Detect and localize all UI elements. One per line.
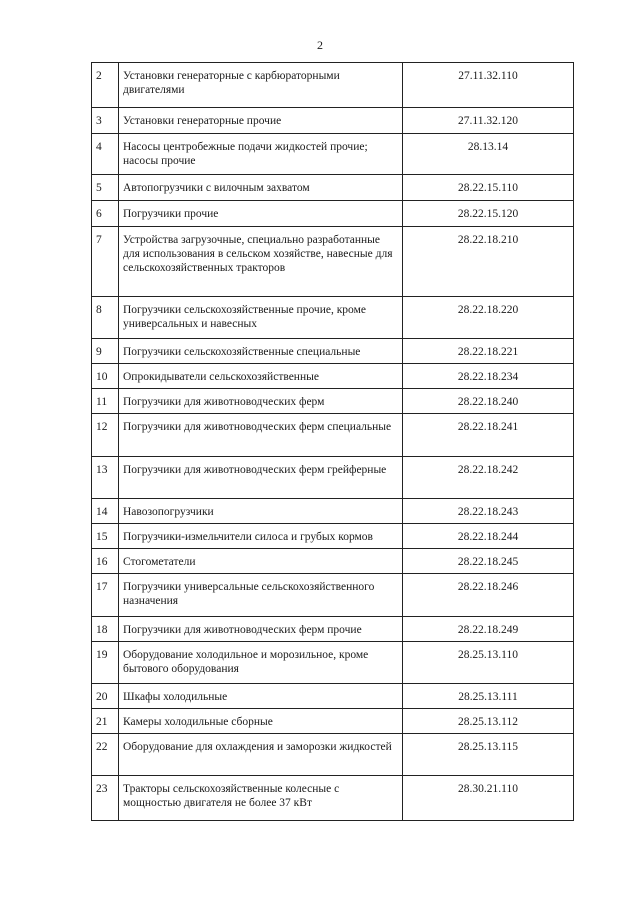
row-number: 10 — [92, 364, 119, 389]
table-row — [92, 499, 574, 524]
okpd-code: 28.22.18.241 — [403, 414, 574, 457]
row-number: 19 — [92, 642, 119, 684]
okpd-code: 28.22.18.234 — [403, 364, 574, 389]
table-row — [92, 389, 574, 414]
product-name: Автопогрузчики с вилочным захватом — [119, 175, 403, 201]
product-name: Шкафы холодильные — [119, 684, 403, 709]
table-row — [92, 339, 574, 364]
table-row — [92, 414, 574, 457]
okpd-code: 28.22.18.240 — [403, 389, 574, 414]
row-number: 21 — [92, 709, 119, 734]
product-name: Погрузчики для животноводческих ферм прочие — [119, 617, 403, 642]
row-number: 7 — [92, 227, 119, 297]
row-number: 16 — [92, 549, 119, 574]
table-row — [92, 201, 574, 227]
row-number: 13 — [92, 457, 119, 499]
okpd-code: 28.25.13.111 — [403, 684, 574, 709]
okpd-code: 28.25.13.112 — [403, 709, 574, 734]
okpd-code: 28.25.13.110 — [403, 642, 574, 684]
okpd-code: 28.22.18.242 — [403, 457, 574, 499]
row-number: 6 — [92, 201, 119, 227]
product-code-table — [91, 62, 574, 821]
row-number: 9 — [92, 339, 119, 364]
table-row — [92, 709, 574, 734]
product-name: Погрузчики сельскохозяйственные прочие, кроме универсальных и навесных — [119, 297, 403, 339]
table-row — [92, 364, 574, 389]
product-name: Погрузчики прочие — [119, 201, 403, 227]
product-name: Тракторы сельскохозяйственные колесные с мощностью двигателя не более 37 кВт — [119, 776, 403, 821]
product-name: Установки генераторные с карбюраторными двигателями — [119, 63, 403, 108]
product-name: Погрузчики универсальные сельскохозяйственного назначения — [119, 574, 403, 617]
table-row — [92, 524, 574, 549]
okpd-code: 28.22.18.249 — [403, 617, 574, 642]
product-name: Камеры холодильные сборные — [119, 709, 403, 734]
table-body — [92, 63, 574, 821]
product-name: Погрузчики для животноводческих ферм грейферные — [119, 457, 403, 499]
product-name: Оборудование для охлаждения и заморозки жидкостей — [119, 734, 403, 776]
table-row — [92, 549, 574, 574]
table-row — [92, 134, 574, 175]
table-row — [92, 684, 574, 709]
row-number: 2 — [92, 63, 119, 108]
table-row — [92, 457, 574, 499]
row-number: 14 — [92, 499, 119, 524]
row-number: 12 — [92, 414, 119, 457]
table-row — [92, 617, 574, 642]
okpd-code: 28.22.18.245 — [403, 549, 574, 574]
okpd-code: 28.22.18.243 — [403, 499, 574, 524]
table-row — [92, 642, 574, 684]
okpd-code: 28.30.21.110 — [403, 776, 574, 821]
table-row — [92, 297, 574, 339]
okpd-code: 28.25.13.115 — [403, 734, 574, 776]
okpd-code: 28.22.18.246 — [403, 574, 574, 617]
okpd-code: 28.13.14 — [403, 134, 574, 175]
okpd-code: 28.22.18.244 — [403, 524, 574, 549]
table-row — [92, 227, 574, 297]
product-name: Оборудование холодильное и морозильное, кроме бытового оборудования — [119, 642, 403, 684]
row-number: 18 — [92, 617, 119, 642]
row-number: 17 — [92, 574, 119, 617]
row-number: 3 — [92, 108, 119, 134]
okpd-code: 28.22.18.220 — [403, 297, 574, 339]
row-number: 8 — [92, 297, 119, 339]
okpd-code: 28.22.15.120 — [403, 201, 574, 227]
okpd-code: 28.22.18.221 — [403, 339, 574, 364]
product-name: Навозопогрузчики — [119, 499, 403, 524]
product-name: Погрузчики для животноводческих ферм специальные — [119, 414, 403, 457]
okpd-code: 27.11.32.120 — [403, 108, 574, 134]
product-name: Погрузчики сельскохозяйственные специальные — [119, 339, 403, 364]
page-number: 2 — [317, 38, 323, 52]
okpd-code: 27.11.32.110 — [403, 63, 574, 108]
table-row — [92, 574, 574, 617]
okpd-code: 28.22.15.110 — [403, 175, 574, 201]
product-name: Устройства загрузочные, специально разработанные для использования в сельском хозяйстве, навесные для сельскохозяйственных тракторов — [119, 227, 403, 297]
product-name: Погрузчики-измельчители силоса и грубых кормов — [119, 524, 403, 549]
okpd-code: 28.22.18.210 — [403, 227, 574, 297]
product-name: Погрузчики для животноводческих ферм — [119, 389, 403, 414]
row-number: 4 — [92, 134, 119, 175]
product-name: Насосы центробежные подачи жидкостей прочие; насосы прочие — [119, 134, 403, 175]
row-number: 23 — [92, 776, 119, 821]
table-row — [92, 175, 574, 201]
table-row — [92, 776, 574, 821]
row-number: 11 — [92, 389, 119, 414]
product-name: Опрокидыватели сельскохозяйственные — [119, 364, 403, 389]
row-number: 22 — [92, 734, 119, 776]
table-row — [92, 734, 574, 776]
product-name: Стогометатели — [119, 549, 403, 574]
row-number: 5 — [92, 175, 119, 201]
row-number: 15 — [92, 524, 119, 549]
table-row — [92, 108, 574, 134]
product-name: Установки генераторные прочие — [119, 108, 403, 134]
row-number: 20 — [92, 684, 119, 709]
table-row — [92, 63, 574, 108]
